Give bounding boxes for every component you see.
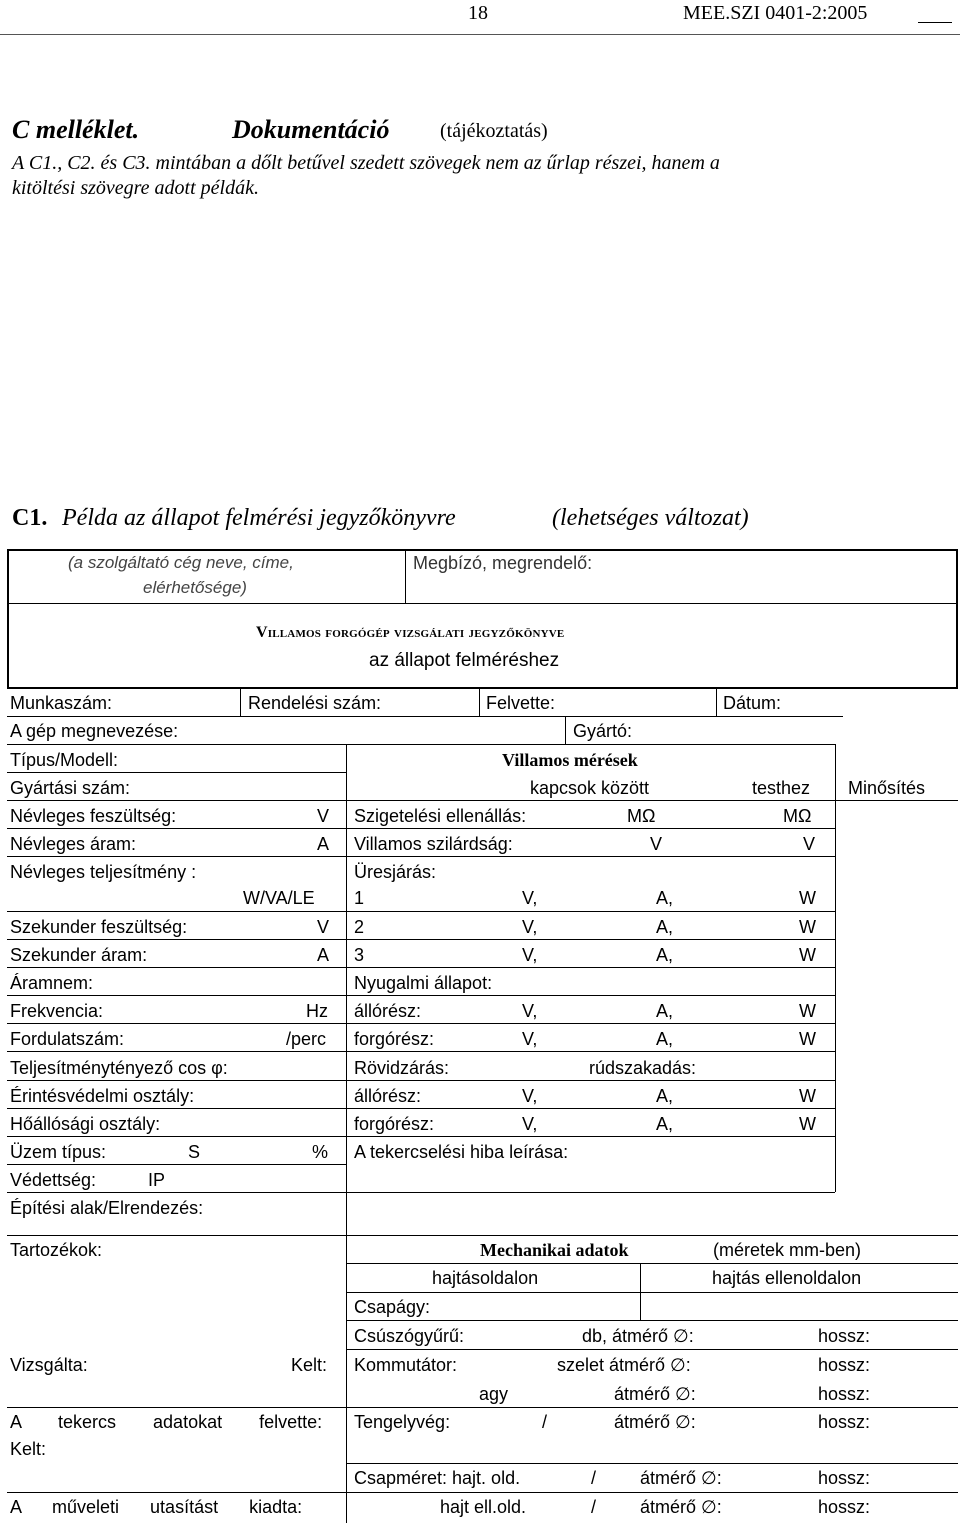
mech-rule <box>346 1492 958 1493</box>
mech-rule <box>346 1463 958 1464</box>
right-rule <box>346 856 835 857</box>
secondary-voltage-unit: V <box>317 917 330 937</box>
accessories-label: Tartozékok: <box>10 1240 103 1260</box>
report-subtitle: az állapot felméréshez <box>369 650 560 671</box>
short-circuit-rotor-v: V, <box>522 1114 538 1134</box>
duty-percent: % <box>312 1142 329 1162</box>
right-rule <box>346 1108 835 1109</box>
rated-current-label: Névleges áram: <box>10 834 137 854</box>
left-rule <box>7 1164 346 1165</box>
thermal-class-label: Hőállósági osztály: <box>10 1114 161 1134</box>
no-load-2-a: A, <box>656 917 674 937</box>
dated-label: Kelt: <box>291 1355 328 1375</box>
provider-line2: elérhetősége) <box>143 578 247 597</box>
mech-rule <box>346 1407 958 1408</box>
no-load-2-v: V, <box>522 917 538 937</box>
winding-fault-label: A tekercselési hiba leírása: <box>354 1142 569 1162</box>
rod-break-label: rúdszakadás: <box>589 1058 697 1078</box>
no-load-1: 1 <box>354 888 365 908</box>
journal-size-diameter: átmérő ∅: <box>640 1468 722 1488</box>
form-right-border <box>956 549 958 687</box>
bottom-top-rule <box>7 1235 958 1236</box>
manufacturer-label: Gyártó: <box>573 721 633 741</box>
power-factor-label: Teljesítménytényező cos φ: <box>10 1058 228 1078</box>
shaft-end-slash: / <box>542 1412 548 1432</box>
journal-nds-label: hajt ell.old. <box>440 1497 527 1517</box>
tested-by-label: Vizsgálta: <box>10 1355 88 1375</box>
speed-label: Fordulatszám: <box>10 1029 125 1049</box>
hub-label: agy <box>479 1384 509 1404</box>
electrical-measurements-heading: Villamos mérések <box>502 750 638 770</box>
no-load-3-w: W <box>799 945 816 965</box>
main-center-divider <box>346 744 347 1236</box>
standstill-rotor-v: V, <box>522 1029 538 1049</box>
mechanical-unit-note: (méretek mm-ben) <box>713 1240 862 1260</box>
insulation-unit-body: MΩ <box>783 806 812 826</box>
recorded-by-label: Felvette: <box>486 693 556 713</box>
no-load-1-a: A, <box>656 888 674 908</box>
bottom-left-rule <box>7 1492 346 1493</box>
row1-bottom <box>7 716 843 717</box>
short-circuit-rotor-a: A, <box>656 1114 674 1134</box>
rating-label: Minősítés <box>848 778 926 798</box>
left-rule <box>7 1108 346 1109</box>
rated-power-unit: W/VA/LE <box>243 888 315 908</box>
drive-side-label: hajtásoldalon <box>432 1268 539 1288</box>
left-rule <box>7 1080 346 1081</box>
right-rule <box>346 967 835 968</box>
report-title-bottom <box>7 687 958 689</box>
left-rule <box>7 1051 346 1052</box>
left-rule <box>7 1192 346 1193</box>
example-number: C1. <box>12 505 48 531</box>
rated-voltage-label: Névleges feszültség: <box>10 806 177 826</box>
row1-div2 <box>479 688 480 716</box>
standstill-stator-w: W <box>799 1001 816 1021</box>
informative-label: (tájékoztatás) <box>440 120 548 142</box>
mech-rule <box>346 1292 958 1293</box>
row1-div1 <box>240 688 241 716</box>
right-rule <box>346 911 835 912</box>
standstill-rotor-a: A, <box>656 1029 674 1049</box>
doc-title: Dokumentáció <box>232 115 390 144</box>
right-rule <box>346 1023 835 1024</box>
rated-power-label: Névleges teljesítmény : <box>10 862 197 882</box>
to-body-label: testhez <box>752 778 811 798</box>
short-circuit-stator-label: állórész: <box>354 1086 422 1106</box>
journal-nds-slash: / <box>591 1497 597 1517</box>
secondary-voltage-label: Szekunder feszültség: <box>10 917 188 937</box>
mechanical-data-heading: Mechanikai adatok <box>480 1240 629 1260</box>
row2-bottom <box>7 744 835 745</box>
bearing-label: Csapágy: <box>354 1297 431 1317</box>
standstill-stator-a: A, <box>656 1001 674 1021</box>
frequency-unit: Hz <box>306 1001 328 1021</box>
right-rule <box>346 828 835 829</box>
protection-class-label: Érintésvédelmi osztály: <box>10 1086 195 1106</box>
journal-size-length: hossz: <box>818 1468 871 1488</box>
shaft-end-label: Tengelyvég: <box>354 1412 451 1432</box>
left-rule <box>7 995 346 996</box>
standstill-rotor-w: W <box>799 1029 816 1049</box>
document-id: MEE.SZI 0401-2:2005 <box>683 2 868 24</box>
secondary-current-label: Szekunder áram: <box>10 945 148 965</box>
secondary-current-unit: A <box>317 945 330 965</box>
no-load-3: 3 <box>354 945 365 965</box>
instruction-label: A műveleti utasítást kiadta: <box>10 1497 303 1517</box>
bottom-center-divider <box>346 1235 347 1523</box>
rated-current-unit: A <box>317 834 330 854</box>
current-type-label: Áramnem: <box>10 973 94 993</box>
main-right-divider <box>835 744 836 1192</box>
mech-rule <box>346 1349 958 1350</box>
right-rule <box>346 1051 835 1052</box>
short-circuit-rotor-label: forgórész: <box>354 1114 435 1134</box>
form-top-border <box>7 549 958 551</box>
main-block-bottom <box>346 1192 835 1193</box>
serial-number-label: Gyártási szám: <box>10 778 131 798</box>
journal-nds-length: hossz: <box>818 1497 871 1517</box>
row1-div3 <box>716 688 717 716</box>
between-terminals-label: kapcsok között <box>530 778 650 798</box>
right-rule <box>346 939 835 940</box>
duty-type-label: Üzem típus: <box>10 1142 107 1162</box>
short-circuit-rotor-w: W <box>799 1114 816 1134</box>
short-circuit-label: Rövidzárás: <box>354 1058 450 1078</box>
report-title: Villamos forgógép vizsgálati jegyzőkönyve <box>256 624 565 641</box>
header-cell-divider <box>405 549 406 603</box>
standstill-rotor-label: forgórész: <box>354 1029 435 1049</box>
example-variant: (lehetséges változat) <box>552 505 749 531</box>
left-rule <box>7 1023 346 1024</box>
no-load-2-w: W <box>799 917 816 937</box>
winding-fault-right <box>835 1136 836 1192</box>
mech-rule <box>346 1263 958 1264</box>
left-rule <box>7 828 346 829</box>
duty-s: S <box>188 1142 201 1162</box>
non-drive-side-label: hajtás ellenoldalon <box>712 1268 862 1288</box>
annex-note: A C1., C2. és C3. mintában a dőlt betűvel szedett szövegek nem az űrlap részei, hanem a <box>12 152 720 174</box>
form-left-border <box>7 549 9 687</box>
annex-note-cont: kitöltési szövegre adott példák. <box>12 177 259 199</box>
mounting-label: Építési alak/Elrendezés: <box>10 1198 204 1218</box>
right-rule <box>346 995 835 996</box>
left-rule <box>7 911 346 912</box>
shaft-end-length: hossz: <box>818 1412 871 1432</box>
row2-div <box>565 716 566 744</box>
dielectric-label: Villamos szilárdság: <box>354 834 513 854</box>
slip-ring-diameter: db, átmérő ∅: <box>582 1326 694 1346</box>
speed-unit: /perc <box>286 1029 327 1049</box>
work-number-label: Munkaszám: <box>10 693 113 713</box>
short-circuit-stator-a: A, <box>656 1086 674 1106</box>
no-load-3-v: V, <box>522 945 538 965</box>
standstill-label: Nyugalmi állapot: <box>354 973 493 993</box>
header-cell-bottom <box>7 603 957 604</box>
machine-name-label: A gép megnevezése: <box>10 721 179 741</box>
dielectric-unit-body: V <box>803 834 816 854</box>
mech-rule <box>346 1320 958 1321</box>
frequency-label: Frekvencia: <box>10 1001 104 1021</box>
slip-ring-label: Csúszógyűrű: <box>354 1326 465 1346</box>
provider-line1: (a szolgáltató cég neve, címe, <box>68 553 294 572</box>
no-load-label: Üresjárás: <box>354 862 437 882</box>
commutator-label: Kommutátor: <box>354 1355 458 1375</box>
no-load-1-w: W <box>799 888 816 908</box>
left-rule <box>7 967 346 968</box>
order-number-label: Rendelési szám: <box>248 693 382 713</box>
ip-value: IP <box>148 1170 166 1190</box>
no-load-3-a: A, <box>656 945 674 965</box>
journal-size-slash: / <box>591 1468 597 1488</box>
left-rule <box>7 856 346 857</box>
rating-cell-left <box>835 772 836 800</box>
standstill-stator-label: állórész: <box>354 1001 422 1021</box>
insulation-label: Szigetelési ellenállás: <box>354 806 527 826</box>
slip-ring-length: hossz: <box>818 1326 871 1346</box>
short-circuit-stator-w: W <box>799 1086 816 1106</box>
date-label: Dátum: <box>723 693 782 713</box>
dielectric-unit-terminals: V <box>650 834 663 854</box>
client-label: Megbízó, megrendelő: <box>413 553 593 573</box>
shaft-end-diameter: átmérő ∅: <box>614 1412 696 1432</box>
header-divider <box>0 34 960 35</box>
commutator-length: hossz: <box>818 1355 871 1375</box>
rated-voltage-unit: V <box>317 806 330 826</box>
left-rule <box>7 939 346 940</box>
short-circuit-stator-v: V, <box>522 1086 538 1106</box>
no-load-2: 2 <box>354 917 365 937</box>
type-model-label: Típus/Modell: <box>10 750 119 770</box>
right-rule <box>346 800 958 801</box>
header-rule <box>918 22 952 23</box>
hub-length: hossz: <box>818 1384 871 1404</box>
left-rule <box>7 800 346 801</box>
no-load-1-v: V, <box>522 888 538 908</box>
annex-title: C melléklet. <box>12 115 140 144</box>
right-rule <box>346 1136 835 1137</box>
commutator-segment-diameter: szelet átmérő ∅: <box>557 1355 691 1375</box>
ip-label: Védettség: <box>10 1170 97 1190</box>
journal-size-label: Csapméret: hajt. old. <box>354 1468 521 1488</box>
standstill-stator-v: V, <box>522 1001 538 1021</box>
bottom-left-rule <box>7 1407 346 1408</box>
journal-nds-diameter: átmérő ∅: <box>640 1497 722 1517</box>
winding-data-label: A tekercs adatokat felvette: <box>10 1412 323 1432</box>
right-rule <box>346 1080 835 1081</box>
left-rule <box>7 1136 346 1137</box>
left-rule <box>7 772 346 773</box>
insulation-unit-terminals: MΩ <box>627 806 656 826</box>
page-number: 18 <box>468 2 488 24</box>
hub-diameter: átmérő ∅: <box>614 1384 696 1404</box>
example-title: Példa az állapot felmérési jegyzőkönyvre <box>62 505 456 531</box>
winding-dated-label: Kelt: <box>10 1439 47 1459</box>
